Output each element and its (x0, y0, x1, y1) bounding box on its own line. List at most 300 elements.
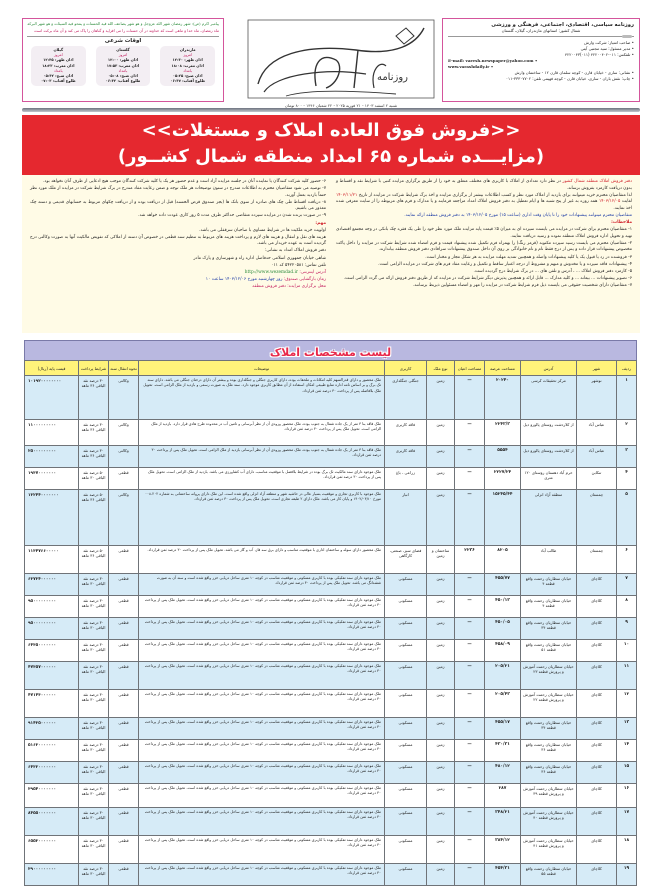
base-price-cell: ۱۳۲۴۴۰۰۰۰۰۰۰ (25, 490, 79, 546)
building-area-cell: — (455, 618, 485, 640)
payment-terms-cell: ۳۰ درصد نقد الباقی ۳۰ ماهه (79, 574, 109, 596)
city-name: گیلان (53, 48, 64, 52)
address-cell: خیابان سطاریان رحمت واقع قطعه ۳۴ (521, 718, 577, 740)
usage-cell: مسکونی (385, 762, 427, 784)
publication-info-box (442, 18, 640, 102)
notice-text: لغایت (620, 199, 632, 205)
land-area-cell: ۲۸۷ (485, 784, 521, 808)
headline-banner (22, 115, 640, 175)
note-item: ۵- کارمزد دفتر فروش املاک ... ، آدرس و تلفن های ... در برگ شرایط درج گردیده است. (473, 268, 632, 274)
payment-terms-cell: ۳۰ درصد نقد الباقی ۳۶ ماهه (79, 376, 109, 420)
deadline-paragraph: متقاضیان محترم میتوانند پیشنهادات خود را تا پایان وقت اداری (ساعت ۱۵) مورخ ۱۴۰۳/۱۲/۰۵ به دفتر فروش منطقه ارائه نمایند. (404, 212, 632, 218)
land-area-cell: ۲۲۲۷/۲۴ (485, 468, 521, 490)
building-area-cell: — (455, 468, 485, 490)
table-row (25, 596, 637, 618)
maghrib-time: اذان مغرب: ۱۷:۵۳ (106, 63, 140, 68)
city-cell: کلاچای (577, 808, 617, 836)
base-price-cell: ۹۵۰۰۰۰۰۰۰۰۰ (25, 596, 79, 618)
building-area-cell: — (455, 574, 485, 596)
table-row (25, 740, 637, 762)
description-cell: ملک موجود دارای سند تفکیکی بوده با کاربری مسکونی و موقعیت مناسب در کوچه ۱۰ متری ساحل دریایی خزر واقع شده است. تحویل ملک پس از پرداخت ۳۰ درصد ثمن قرارداد. (139, 618, 385, 640)
deed-transfer-cell: قطعی (109, 596, 139, 618)
row-number: ۶ (617, 546, 637, 574)
row-number: ۱۱ (617, 662, 637, 690)
office-name: دفتر فروش املاک منطقه شمال کشور (562, 179, 633, 184)
city-cell: کلاچای (577, 662, 617, 690)
payment-terms-cell: ۳۰ درصد نقد الباقی ۳۰ ماهه (79, 690, 109, 718)
auction-notice-body (22, 175, 640, 333)
address-cell: مرکز تحقیقات کرسی (521, 376, 577, 420)
base-price-cell: ۱۱۳۴۷۶۶۰۰۰۰۰ (25, 546, 79, 574)
table-title: لیست مشخصات املاک (269, 346, 392, 359)
prayer-times-mazandaran (160, 46, 215, 86)
important-title: مهم: (315, 220, 326, 226)
usage-cell: مسکونی (385, 808, 427, 836)
usage-cell: فاقد کاربری (385, 420, 427, 446)
payment-terms-cell: ۵۰ درصد نقد الباقی ۳۰ ماهه (79, 468, 109, 490)
masthead (22, 14, 640, 106)
payment-terms-cell: ۳۰ درصد نقد الباقی ۳۰ ماهه (79, 784, 109, 808)
table-row (25, 546, 637, 574)
building-area-cell: — (455, 662, 485, 690)
base-price-cell: ۱۹۳۷۰۰۰۰۰۰۰ (25, 468, 79, 490)
hadith-translation: ماه رمضان، ماه خدا و ماهی است که خداوند در آن حسنات را می افزاید و گناهان را پاک می کند و آن ماه برکت است (34, 28, 219, 33)
address-cell: خیابان سطاریان رحمت آموزش و پرورش قطعه ۲۲ (521, 690, 577, 718)
divider (27, 36, 219, 37)
important-item: تلفن تماس: ۵۴۲۲۰۵۸۱ کد ۰۱۱ (271, 262, 326, 268)
row-number: ۷ (617, 574, 637, 596)
deed-transfer-cell: قطعی (109, 784, 139, 808)
land-area-cell: ۴۵۵/۱۷ (485, 718, 521, 740)
description-cell: ملک موجود دارای سند تفکیکی بوده با کاربری مسکونی و موقعیت مناسب در کوچه ۱۰ متری ساحل دریایی خزر واقع شده است. تحویل ملک پس از پرداخت ۳۰ درصد ثمن قرارداد. (139, 740, 385, 762)
deed-transfer-cell: قطعی (109, 546, 139, 574)
city-cell: چمستان (577, 546, 617, 574)
description-cell: ملک موجود دارای سند مالکیت تک برگ بوده در شرایط بلافصل با موقعیت مناسب، دارای آب کشاورزی می باشد. بازدید از ملک الزامی است. تحویل ملک پس از پرداخت ۳۰ درصد ثمن قرارداد. (139, 468, 385, 490)
property-type-cell: زمین (427, 420, 455, 446)
land-area-cell: ۸۲۰۵ (485, 546, 521, 574)
deed-transfer-cell: قطعی (109, 574, 139, 596)
masthead-divider (22, 108, 640, 112)
property-type-cell: زمین (427, 376, 455, 420)
important-item: دفتر فروش املاک امداد به نشانی: (264, 248, 326, 254)
land-area-cell: ۲۰۵/۲۱ (485, 662, 521, 690)
headline-subtitle: (مزایـــده شماره ۶۵ امداد منطقه شمال کشــور) (117, 146, 545, 167)
newspaper-logo (246, 14, 436, 106)
usage-cell: مسکونی (385, 640, 427, 662)
important-item: شاهی خیابان جمهوری اسلامی حدفاصل اداره راه و شهرسازی و پارک مادر (193, 255, 326, 261)
payment-terms-cell: ۳۰ درصد نقد الباقی ۳۰ ماهه (79, 836, 109, 864)
property-type-cell: زمین (427, 784, 455, 808)
land-area-cell: ۴۵۴/۳۱ (485, 864, 521, 886)
header-land-area: مساحت عرصه (485, 361, 521, 376)
usage-cell: مسکونی (385, 574, 427, 596)
land-area-cell: ۲۰۲۴۰ (485, 376, 521, 420)
address-cell: خیابان سطاریان رحمت واقع قطعه ۴ (521, 574, 577, 596)
deed-transfer-cell: قطعی (109, 640, 139, 662)
city-cell: کلاچای (577, 762, 617, 784)
address-cell: خیابان سطاریان رحمت واقع قطعه ۳۶ (521, 740, 577, 762)
payment-terms-cell: ۳۰ درصد نقد الباقی ۳۰ ماهه (79, 640, 109, 662)
base-price-cell: ۶۳۷۳۴۰۰۰۰۰۰ (25, 574, 79, 596)
important-item: اولویت خرید ملکیت ها در شرایط مساوی با صاحبان سرقفلی می باشد. (199, 227, 326, 233)
land-area-cell: ۴۵۰/۰۵ (485, 618, 521, 640)
usage-cell: مسکونی (385, 596, 427, 618)
table-row (25, 662, 637, 690)
note-item: ۹- در صورت برنده شدن در مزایده سپرده متقاضی حداکثر ظرف مدت ۵ روز کاری عودت داده خواهد شد. (138, 213, 326, 219)
payment-terms-cell: ۵۰ درصد نقد الباقی ۳۶ ماهه (79, 546, 109, 574)
varesh-logo-icon (246, 14, 436, 100)
property-list-table (24, 340, 637, 886)
row-number: ۱۵ (617, 762, 637, 784)
row-number: ۳ (617, 446, 637, 468)
address-cell: از کلاردشت روستای پالورو دیل (521, 446, 577, 468)
maghrib-time: اذان مغرب: ۱۸:۲۳ (42, 63, 75, 68)
city-name: گلستان (116, 48, 130, 52)
deed-transfer-cell: قطعی (109, 740, 139, 762)
divider (448, 36, 634, 37)
table-row (25, 784, 637, 808)
address-cell: خیابان سطاریان رحمت واقع قطعه ۴ (521, 596, 577, 618)
header-description: توضیحات (139, 361, 385, 376)
payment-terms-cell: ۵۰ درصد نقد الباقی ۳۶ ماهه (79, 490, 109, 546)
city-cell: کلاچای (577, 618, 617, 640)
table-row (25, 640, 637, 662)
base-price-cell: ۹۱۴۳۵۰۰۰۰۰۰ (25, 718, 79, 740)
deed-transfer-cell: قطعی (109, 864, 139, 886)
day-label: امروز (183, 53, 192, 58)
note-item: ۲- متقاضیان محترم می بایست رسید سپرده مکتوبه (قرمز رنگ) را بهمراه فرم تکمیل شده پیشنهاد قیمت و فرم امضاء شده شرایط شرکت در مزایده را داخل پاکت مخصوص پیشنهادات قرار داده و پس از درج فقط نام و نام خانوادگی بر روی آن داخل صندوق پیشنهادات سرافادی دفتر فروش منطقه بیاندازند. (336, 240, 632, 253)
usage-cell: مسکونی (385, 784, 427, 808)
base-price-cell: ۴۷۱۴۳۰۰۰۰۰۰ (25, 690, 79, 718)
note-item: ۷- متقاضیان دارای شخصیت حقوقی می بایست ذیل فرم شرایط شرکت در مزایده را مهر و امضاء مسئولین ذیربط برسانند. (412, 282, 632, 288)
sunrise-time: طلوع آفتاب: ۰۶:۳۲ (105, 79, 141, 84)
usage-cell: فاقد کاربری (385, 446, 427, 468)
header-usage: کاربری (385, 361, 427, 376)
publisher-line: • صاحب امتیاز: شرکت وارش (584, 40, 634, 45)
address-cell: خیابان سطاریان رحمت آموزش و پرورش قطعه ۳۹ (521, 784, 577, 808)
description-cell: ملک موجود با کاربری تجاری و موقعیت بسیار عالی در حاشیه شهر و منطقه آزاد انزلی واقع شده است. این ملک دارای پروانه ساختمانی به شماره ۲۰۲-۰۰۸ مورخ ۱۴۰۲/۰۳/۱۰ و پایان کار می باشد. ملک دارای ۲ طبقه تجاری است. تحویل ملک پس از پرداخت ۳۰ درصد ثمن قرارداد. (139, 490, 385, 546)
building-area-cell: — (455, 718, 485, 740)
building-area-cell: — (455, 640, 485, 662)
note-item: ۷- توصیه می شود متقاضیان محترم به اطلاعات مندرج در ستون توضیحات هر ملک توجه و ضمن رعایت مفاد مندرج در برگ شرایط شرکت در مزایده از ملک مورد نظر حتماً بازدید بعمل آورند. (30, 186, 326, 198)
property-type-cell: زمین (427, 640, 455, 662)
deed-transfer-cell: قطعی (109, 468, 139, 490)
fajr-time: اذان صبح: ۰۵:۴۲ (43, 74, 74, 79)
prayer-times-title: اوقات شرعی (104, 38, 142, 44)
base-price-cell: ۱۱۰۰۰۰۰۰۰۰۰ (25, 420, 79, 446)
row-number: ۱۶ (617, 784, 637, 808)
header-row-number: ردیف (617, 361, 637, 376)
base-price-cell: ۹۵۰۰۰۰۰۰۰۰۰ (25, 618, 79, 640)
land-area-cell: ۴۵۰/۱۳ (485, 596, 521, 618)
address-cell: خیابان سطاریان رحمت واقع قطعه ۳۶ (521, 762, 577, 784)
website-label: آدرس اینترنتی: (299, 269, 326, 275)
row-number: ۱ (617, 376, 637, 420)
prayer-times-box (22, 18, 224, 102)
email-line: E-mail: varesh.newspaper@yahoo.com • (448, 58, 538, 63)
deed-transfer-cell: قطعی (109, 618, 139, 640)
usage-cell: مسکونی (385, 864, 427, 886)
payment-terms-cell: ۳۰ درصد نقد الباقی ۳۶ ماهه (79, 446, 109, 468)
row-number: ۲ (617, 420, 637, 446)
address-cell: خیابان سطاریان رحمت آموزش و پرورش قطعه ۲۳ (521, 662, 577, 690)
table-row (25, 762, 637, 784)
property-type-cell: زمین (427, 864, 455, 886)
notice-paragraph (336, 179, 632, 192)
property-type-cell: زمین (427, 762, 455, 784)
description-cell: ملک موجود دارای سند تفکیکی بوده با کاربری مسکونی و موقعیت مناسب در کوچه ۱۰ متری ساحل دریایی خزر واقع شده است. تحویل ملک پس از پرداخت ۳۰ درصد ثمن قرارداد. (139, 836, 385, 864)
table-row (25, 808, 637, 836)
property-type-cell: زمین (427, 662, 455, 690)
description-cell: ملک موجود دارای سند تفکیکی بوده با کاربری مسکونی و موقعیت مناسب در کوچه ۱۰ متری ساحل دریایی خزر واقع شده است. تحویل ملک پس از پرداخت ۳۰ درصد ثمن قرارداد. (139, 596, 385, 618)
city-cell: کلاچای (577, 574, 617, 596)
address-cell: خیابان سطاریان رحمت آموزش و پرورش قطعه ۴۱ (521, 836, 577, 864)
deed-transfer-cell: وکالتی (109, 446, 139, 468)
property-type-cell: زمین (427, 596, 455, 618)
base-price-cell: ۶۴۳۵۰۰۰۰۰۰۰ (25, 640, 79, 662)
address-cell: خیابان سطاریان رحمت واقع قطعه ۳۴ (521, 618, 577, 640)
base-price-cell: ۶۴۳۲۰۰۰۰۰۰۰ (25, 762, 79, 784)
building-area-cell: — (455, 808, 485, 836)
base-price-cell: ۴۷۳۵۷۰۰۰۰۰۰ (25, 662, 79, 690)
city-cell: عباس آباد (577, 446, 617, 468)
description-cell: ملک موجود دارای سند تفکیکی بوده با کاربری مسکونی و موقعیت مناسب در کوچه ۱۰ متری ساحل دریایی خزر واقع شده است. تحویل ملک پس از پرداخت ۳۰ درصد ثمن قرارداد. (139, 640, 385, 662)
usage-cell: زراعی - باغ (385, 468, 427, 490)
address-cell: خرم آباد دهستان روستای ۱۲۰ متری (521, 468, 577, 490)
description-cell: ملک موجود دارای سند تفکیکی بوده با کاربری مسکونی و موقعیت مناسب در کوچه ۱۰ متری ساحل دریایی خزر واقع شده است. تحویل ملک پس از پرداخت ۳۰ درصد ثمن قرارداد. (139, 662, 385, 690)
notice-text: در نظر دارد تعدادی از املاک با کاربری های مختلف متعلق به خود را از طریق برگزاری مزایده کتبی با شرایط نقد و اقساط و بدون دریافت کارمزد بفروش برساند. (336, 179, 632, 191)
description-cell: ملک موجود دارای سند تفکیکی بوده با کاربری مسکونی و موقعیت مناسب در کوچه ۱۰ متری ساحل دریایی خزر واقع شده است. تحویل ملک پس از پرداخت ۳۰ درصد ثمن قرارداد. (139, 690, 385, 718)
header-address: آدرس (521, 361, 577, 376)
building-area-cell: — (455, 596, 485, 618)
land-area-cell: ۳۴۸/۲۱ (485, 808, 521, 836)
row-number: ۹ (617, 618, 637, 640)
publication-description: روزنامه سیاسی، اقتصادی، اجتماعی، فرهنگی و ورزشی (491, 22, 634, 28)
header-base-price: قیمت پایه (ریال) (25, 361, 79, 376)
address-cell: از کلاردشت روستای پالورو دیل (521, 420, 577, 446)
day-label: بامداد (53, 68, 63, 73)
base-price-cell: ۸۴۵۵۰۰۰۰۰۰۰ (25, 808, 79, 836)
property-type-cell: زمین (427, 718, 455, 740)
land-area-cell: ۲۰۵/۴۳ (485, 690, 521, 718)
day-label: بامداد (118, 68, 128, 73)
building-area-cell: — (455, 836, 485, 864)
deed-transfer-cell: وکالتی (109, 376, 139, 420)
usage-cell: انبار (385, 490, 427, 546)
table-row (25, 836, 637, 864)
important-item: هزینه های نقل و انتقال و هزینه های لازم و پرداخت هزینه های مربوط به تنظیم سند قطعی در خصوص آن دسته از املاکی که تفویض مالکیت آنها به صورت وکالتی درج گردیده است به عهده خریدار می باشد. (30, 234, 326, 247)
land-area-cell: ۴۵۵/۷۷ (485, 574, 521, 596)
website-row (30, 270, 326, 277)
header-property-type: نوع ملک (427, 361, 455, 376)
header-deed-transfer: نحوه انتقال سند (109, 361, 139, 376)
note-item: ۸- دریافت اقساط طی چک های صادره از سوی بانک ها (بجز صندوق قرض الحسنه) قبل از دریافت بوده و از دریافت چکهای مربوط به حسابهای قدیمی و دسته چک معذور می باشیم. (30, 199, 326, 212)
noon-time: اذان ظهر: ۱۲:۰۰ (107, 58, 139, 63)
editor-line: • مدیر مسئول: سید مجتبی آیتی (580, 46, 634, 51)
address-cell: خیابان سطاریان رحمت آموزش و پرورش قطعه ۴۰ (521, 808, 577, 836)
city-cell: کلاچای (577, 784, 617, 808)
deed-transfer-cell: قطعی (109, 762, 139, 784)
notice-column-left (30, 179, 326, 329)
headline-title: <<فروش فوق العاده املاک و مستغلات>> (141, 120, 521, 141)
city-cell: کلاچای (577, 740, 617, 762)
deed-transfer-cell: وکالتی (109, 420, 139, 446)
hadith-text: پیامبر اکرم (ص): شهر رمضان شهر الله عزوجل و هو شهر یضاعف الله فیه الحسنات و یمحو فیه السیئات و هو شهر البرکه (27, 21, 219, 26)
building-area-cell: — (455, 690, 485, 718)
website-line: www.varashdaily.ir • (448, 64, 494, 69)
table-row (25, 376, 637, 420)
payment-terms-cell: ۳۰ درصد نقد الباقی ۳۰ ماهه (79, 740, 109, 762)
base-price-cell: ۱۰۱۹۲۰۰۰۰۰۰۰۰ (25, 376, 79, 420)
city-cell: نوشهر (577, 376, 617, 420)
notes-title: ملاحظات: (611, 220, 632, 226)
logo-prefix: روزنامه (376, 72, 408, 83)
city-cell: کلاچای (577, 836, 617, 864)
city-name: مازندران (179, 48, 196, 52)
deed-transfer-cell: قطعی (109, 690, 139, 718)
address-cell: خیابان سطاریان رحمت واقع قطعه ۵۱ (521, 640, 577, 662)
property-type-cell: زمین (427, 808, 455, 836)
maghrib-time: اذان مغرب: ۱۸:۰۸ (171, 63, 204, 68)
header-city: شهر (577, 361, 617, 376)
row-number: ۱۷ (617, 808, 637, 836)
land-area-cell: ۲۲۴۳/۳ (485, 420, 521, 446)
noon-time: اذان ظهر: ۱۲:۳۰ (172, 58, 203, 63)
row-number: ۱۴ (617, 740, 637, 762)
description-cell: ملک موجود دارای سند تفکیکی بوده با کاربری مسکونی و موقعیت مناسب در کوچه ۱۰ متری ساحل دریایی خزر واقع شده است. تحویل ملک پس از پرداخت ۳۰ درصد ثمن قرارداد. (139, 808, 385, 836)
row-number: ۴ (617, 468, 637, 490)
land-area-cell: ۱۵۲۴۵/۴۴ (485, 490, 521, 546)
sunrise-time: طلوع آفتاب: ۰۷:۰۳ (41, 79, 76, 84)
payment-terms-cell: ۳۰ درصد نقد الباقی ۳۰ ماهه (79, 762, 109, 784)
address-cell: خیابان سطاریان رحمت واقع قطعه ۵۵ (521, 864, 577, 886)
usage-cell: فضای سبز، صنعتی، کارگاهی (385, 546, 427, 574)
table-row (25, 490, 637, 546)
print-line: • چاپ: نقش باران - ساری، خیابان قارن - کوچه فهیمی تلفن: ۳۳۳۰۷۷۰۲-۰۱۱ (505, 76, 634, 81)
property-type-cell: زمین (427, 618, 455, 640)
usage-cell: مسکونی (385, 740, 427, 762)
row-number: ۱۸ (617, 836, 637, 864)
description-cell: ملک فاقد بنا ۳ متر از یک جاده شمال به جنوب بوده، ملک محصور ورودی آن از نظر آبرسانی و تامین آب در محدوده طرح هادی قرار دارد. بازدید از ملک الزامی است. تحویل ملک پس از پرداخت ۳۰ درصد ثمن قرارداد. (139, 420, 385, 446)
table-row (25, 446, 637, 468)
payment-terms-cell: ۳۰ درصد نقد الباقی ۳۶ ماهه (79, 420, 109, 446)
property-type-cell: زمین (427, 574, 455, 596)
notice-paragraph (336, 193, 632, 213)
city-cell: کلاچای (577, 640, 617, 662)
row-number: ۱۹ (617, 864, 637, 886)
property-type-cell: زمین (427, 690, 455, 718)
table-body (25, 376, 637, 886)
noon-time: اذان ظهر: ۱۲:۴۵ (43, 58, 74, 63)
city-cell: عباس آباد (577, 420, 617, 446)
building-area-cell: — (455, 420, 485, 446)
auction-location: محل برگزاری مزایده: دفتر فروش منطقه (252, 283, 326, 289)
deed-transfer-cell: قطعی (109, 808, 139, 836)
city-cell: کلاچای (577, 864, 617, 886)
table-row (25, 690, 637, 718)
land-area-cell: ۴۸۰/۱۲ (485, 762, 521, 784)
usage-cell: جنگلی جنگلداری (385, 376, 427, 420)
usage-cell: مسکونی (385, 718, 427, 740)
table-row (25, 864, 637, 886)
row-number: ۸ (617, 596, 637, 618)
usage-cell: مسکونی (385, 836, 427, 864)
website-link[interactable]: http://www.wezemdad.ir (244, 269, 298, 275)
end-date: ۱۴۰۳/۱۲/۰۵ (598, 199, 621, 205)
property-type-cell: ساختمان و زمین (427, 546, 455, 574)
payment-terms-cell: ۳۰ درصد نقد الباقی ۳۰ ماهه (79, 718, 109, 740)
building-area-cell: — (455, 740, 485, 762)
day-label: امروز (118, 53, 128, 58)
table-row (25, 574, 637, 596)
land-area-cell: ۴۵۸/۰۹ (485, 640, 521, 662)
description-cell: ملک فاقد بنا ۳ متر از یک جاده شمال به جنوب بوده، ملک محصور ورودی آن از نظر آبرسانی بازدید از ملک الزامی است. تحویل ملک پس از پرداخت ۳۰ درصد ثمن قرارداد. (139, 446, 385, 468)
note-item: ۶- حضور کلیه شرکت کنندگان یا نماینده آنان در جلسه مزایده آزاد است و عدم حضور هر یک یا کلیه شرکت کنندگان موجب هیچ ادعایی از طرف آنان نخواهد بود. (43, 179, 326, 184)
city-cell: چمستان (577, 490, 617, 546)
land-area-cell: ۳۸۴/۱۲ (485, 836, 521, 864)
day-label: امروز (54, 53, 63, 58)
base-price-cell: ۶۵۵۳۰۰۰۰۰۰۰ (25, 836, 79, 864)
base-price-cell: ۵۱۶۳۰۰۰۰۰۰۰ (25, 740, 79, 762)
address-cell: منطقه آزاد انزلی (521, 490, 577, 546)
usage-cell: مسکونی (385, 662, 427, 690)
deed-transfer-cell: وکالتی (109, 490, 139, 546)
opening-label: زمان بازگشایی صندوق: (283, 276, 326, 282)
building-area-cell: — (455, 762, 485, 784)
table-row (25, 618, 637, 640)
property-type-cell: زمین (427, 446, 455, 468)
city-cell: کلاچای (577, 596, 617, 618)
table-row (25, 718, 637, 740)
city-cell: کلاچای (577, 690, 617, 718)
table-row (25, 468, 637, 490)
description-cell: ملک موجود دارای سند تفکیکی بوده با کاربری مسکونی و موقعیت مناسب در کوچه ۱۰ متری ساحل دریایی خزر واقع شده است. تحویل ملک پس از پرداخت ۳۰ درصد ثمن قرارداد. (139, 784, 385, 808)
base-price-cell: ۳۹۵۴۰۰۰۰۰۰۰ (25, 784, 79, 808)
description-cell: ملک موجود دارای سند تفکیکی بوده با کاربری مسکونی و موقعیت مناسب در کوچه ۱۰ متری ساحل دریایی خزر واقع شده است و سند آن به صورت ششدانگ می باشد. تحویل ملک پس از پرداخت ۳۰ درصد ثمن قرارداد. (139, 574, 385, 596)
deed-transfer-cell: قطعی (109, 718, 139, 740)
payment-terms-cell: ۳۰ درصد نقد الباقی ۳۰ ماهه (79, 618, 109, 640)
fajr-time: اذان صبح: ۰۵:۰۸ (108, 74, 138, 79)
prayer-times-golestan (96, 46, 151, 86)
table-row (25, 420, 637, 446)
payment-terms-cell: ۳۰ درصد نقد الباقی ۳۰ ماهه (79, 596, 109, 618)
description-cell: ملک موجود دارای سند تفکیکی بوده با کاربری مسکونی و موقعیت مناسب در کوچه ۱۰ متری ساحل دریایی خزر واقع شده است. تحویل ملک پس از پرداخت ۳۰ درصد ثمن قرارداد. (139, 864, 385, 886)
row-number: ۵ (617, 490, 637, 546)
deed-transfer-cell: قطعی (109, 662, 139, 690)
row-number: ۱۰ (617, 640, 637, 662)
property-type-cell: زمین (427, 740, 455, 762)
table-title-bar (24, 340, 637, 360)
city-cell: تنکابن (577, 468, 617, 490)
building-area-cell: — (455, 784, 485, 808)
note-item: ۳- فروشنده در رد یا قبول یک یا کلیه پیشنهادات واصله و همچنین تمدید مهلت مزایده به هر شکل مجاز و مختار است. (425, 254, 632, 260)
land-area-cell: ۵۵۵۴ (485, 446, 521, 468)
address-line: • نشانی: ساری - خیابان قارن - کوچه سلمان قارن ۱۲ - ساختمان وارش (514, 70, 634, 75)
day-label: بامداد (183, 68, 193, 73)
description-cell: ملک محصور دارای سوله و ساختمان اداری با موقعیت مناسب و دارای برق سه فاز، آب و گاز می باشد. تحویل ملک پس از پرداخت ۳۰ درصد ثمن قرارداد. (139, 546, 385, 574)
description-cell: ملک محصور و دارای قدرالسهم کلیه امکانات و ملحقات بوده، دارای کاربری جنگلی و جنگلداری بوده و بیشتر آن دارای درختان جنگلی می باشد. دارای سند تک برگ و بر اساس نامه اداره منابع طبیعی امکان استفاده از آن مطابق کاربری موجود دارد. سند ملک به صورت رسمی و بازدید از ملک الزامی است. تحویل ملک بلافاصله پس از پرداخت ۳۰ درصد ثمن قرارداد. (139, 376, 385, 420)
fajr-time: اذان صبح: ۰۵:۲۵ (172, 74, 203, 79)
property-type-cell: زمین (427, 490, 455, 546)
building-area-cell: — (455, 446, 485, 468)
note-item: ۶- تصویر پیشنهادات ... بیعانه ... و کلیه مدارک ... قابل ارائه و همچنین پذیرش دیگر شرایط شرکت در مزایده که از طریق دفتر فروش ارائه می گردد الزامی است. (343, 275, 632, 281)
building-area-cell: ۲۲۳۶ (455, 546, 485, 574)
notice-text: همه روزه به غیر از پنج شنبه ها و ایام تعطیل به دفتر فروش املاک امداد مراجعه فرمایند و یا مدارک و فرم های مربوطه را از سایت معرفی شده اخذ نمایند. (336, 199, 632, 211)
description-cell: ملک موجود دارای سند تفکیکی بوده با کاربری مسکونی و موقعیت مناسب در کوچه ۱۰ متری ساحل دریایی خزر واقع شده است. تحویل ملک پس از پرداخت ۳۰ درصد ثمن قرارداد. (139, 762, 385, 784)
header-building-area: مساحت اعیان (455, 361, 485, 376)
base-price-cell: ۲۵۰۰۰۰۰۰۰۰۰ (25, 446, 79, 468)
building-area-cell: — (455, 376, 485, 420)
